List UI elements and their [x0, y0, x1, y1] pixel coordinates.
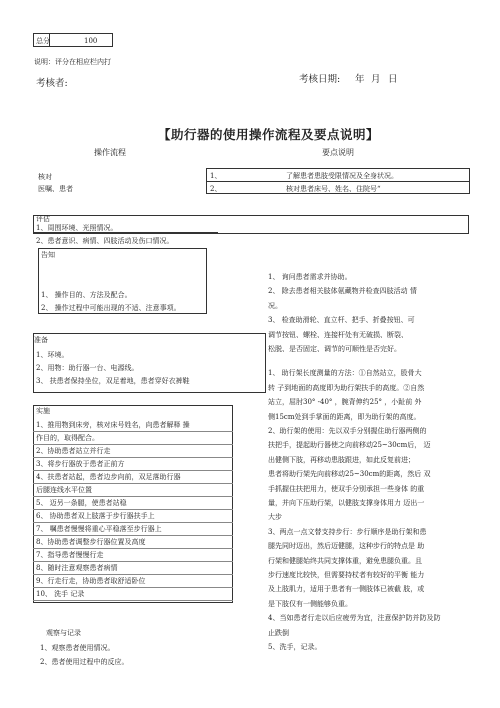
note-line: 出健侧下肢，再移动患肢跟进，如此反复前进； — [268, 455, 415, 464]
implement-item: 7、指导患者慢慢行走 — [36, 551, 104, 559]
implement-item: 9、行走行走，协助患者取舒适卧位 — [36, 577, 146, 585]
verify-num-2: 2、 — [210, 185, 222, 193]
implement-row-line — [33, 431, 233, 432]
inform-item-2: 2、 操作过程中可能出现的不适、注意事项。 — [41, 304, 181, 312]
verify-text-1: 了解患者患肢受限情况及全身状况。 — [286, 172, 398, 180]
note-line: 量，并向下压助行架，以健肢支撑身体用力 迈出一 — [268, 499, 425, 507]
note-line: 3、 检查助滑轮、直立杆、把手、折叠按钮、可 — [268, 316, 415, 325]
score-value: 100 — [84, 37, 98, 45]
note-line: 2、助行架的使用：先以双手分别握住助行器两侧的 — [268, 427, 427, 435]
assess-item-2: 2、患者意识、病情、四肢活动及伤口情况。 — [36, 237, 174, 245]
inform-title: 告知 — [41, 251, 55, 259]
page-title: 【助行器的使用操作流程及要点说明】 — [158, 127, 380, 142]
note-line: 扶把手，提起助行器使之向前移动25~30cm后， 迈 — [268, 441, 431, 450]
note-line: 侧15cm处到手掌面的距离，即为助行架的高度。 — [268, 412, 421, 421]
observe-item-2: 2、患者使用过程中的反应。 — [40, 658, 129, 666]
verify-num-1: 1、 — [210, 172, 222, 180]
prepare-item-1: 1、环境。 — [36, 351, 69, 359]
note-line: 5、洗手，记录。 — [268, 643, 322, 651]
note-line: 转 子到地面的高度即为助行架扶手的高度。②自然 — [268, 383, 425, 392]
prepare-item-2: 2、用物：助行器一台、电源线。 — [36, 364, 139, 372]
implement-item: 4、扶患者站起，患者边步向前，双足落助行器 — [36, 473, 181, 481]
date-day: 日 — [388, 74, 398, 85]
prepare-title: 准备 — [34, 336, 48, 344]
verify-table-divider — [206, 181, 470, 182]
score-label: 总分 — [36, 37, 50, 45]
verify-label: 核对 — [38, 173, 52, 181]
implement-item: 作目的，取得配合。 — [36, 434, 99, 442]
implement-item: 8、协助患者调整步行器位置及高度 — [36, 538, 146, 546]
implement-row-line — [33, 522, 233, 523]
implement-row-line — [33, 496, 233, 497]
implement-item: 3、将步行器放于患者正前方 — [36, 460, 125, 468]
note-line: 1、 询问患者需求并协助。 — [268, 273, 352, 281]
implement-row-line — [33, 444, 233, 445]
note-line: 3、两点一点文替支持步行：步行顺序是助行架和患 — [268, 527, 427, 536]
note-line: 大步 — [268, 513, 282, 522]
inform-item-1: 1、 操作目的、方法及配合。 — [41, 291, 132, 299]
assess-title: 评估 — [36, 215, 50, 223]
implement-item: 8、随时注意观察患者病情 — [36, 564, 118, 572]
implement-item: 7、 嘱患者慢慢将重心平稳落至步行器上 — [36, 525, 162, 533]
verify-sublabel: 医嘱、患者 — [38, 185, 73, 193]
column-header-notes: 要点说明 — [322, 148, 354, 157]
assessor-label: 考核者: — [36, 78, 68, 89]
implement-row-line — [33, 535, 233, 536]
note-line: 步行速度比较快，但需要持杖者有较好的平衡 能力 — [268, 571, 425, 579]
note-line: 腿先同时迈出，然后迈健腿，这种步行的特点是 助 — [268, 542, 425, 551]
implement-row-line — [33, 548, 233, 549]
date-year: 年 — [355, 74, 365, 85]
implement-row-line — [33, 574, 233, 575]
implement-item: 2、协助患者站立并行走 — [36, 447, 111, 455]
observe-title: 观察与记录 — [46, 629, 81, 637]
implement-item: 后腿连线水平位置 — [36, 486, 92, 494]
scoring-note: 说明：评分在相应栏内打 — [34, 58, 111, 66]
implement-title: 实施 — [36, 407, 50, 415]
implement-row-line — [33, 600, 233, 601]
note-line: 是下肢仅有一侧能够负重。 — [268, 599, 352, 608]
verify-text-2: 核对患者床号、姓名、住院号“ — [286, 185, 381, 193]
implement-row-line — [33, 509, 233, 510]
note-line: 4、当如患者行走以后应疲劳为宜，注意保护防并防及防 — [268, 614, 441, 623]
implement-row-line — [33, 457, 233, 458]
note-line: 2、 除去患者相关肢体氨藏物并检查四肢活动 情 — [268, 287, 417, 296]
implement-row-line — [33, 561, 233, 562]
implement-item: 6、 协助患者双上肢落于步行器扶手上 — [36, 512, 155, 520]
note-line: 行架和健腿始终共同支撑体重，避免患腿负重。且 — [268, 556, 422, 565]
date-month: 月 — [371, 74, 381, 85]
note-line: 止跌倒 — [268, 628, 289, 637]
note-line: 1、 助行架长度测量的方法：①自然站立，股骨大 — [268, 369, 422, 378]
note-line: 站立，屈肘30° -40° ，腕背伸约25° ，小趾前 外 — [268, 398, 422, 407]
observe-item-1: 1、观察患者使用情况。 — [40, 644, 115, 652]
implement-item: 1、推用物到床旁，核对床号姓名，向患者解释 操 — [36, 421, 190, 429]
note-line: 及上肢肌力，适用于患者有一侧肢体已被截 肢，或 — [268, 585, 425, 594]
note-line: 手抓握住扶把用力，使双手分别承担一些身体 的重 — [268, 484, 425, 493]
assess-item-1: 1、周围环境、光照情况。 — [36, 224, 118, 232]
implement-item: 5、 迈另一条腿，使患者站稳 — [36, 499, 127, 507]
implement-row-line — [33, 587, 233, 588]
note-line: 调节按钮、螺栓、连接杆处有无破损、断裂、 — [268, 330, 408, 339]
note-line: 患者将助行架先向前移动25~30cm的距离，然后 双 — [268, 470, 431, 479]
implement-row-line — [33, 470, 233, 471]
column-header-procedure: 操作流程 — [94, 148, 126, 157]
note-line: 松脱、是否固定、调节的可顺性是否完好。 — [268, 345, 401, 353]
note-line: 况。 — [268, 301, 282, 310]
implement-item: 10、 洗手 记录 — [36, 590, 85, 598]
date-label: 考核日期: — [299, 74, 341, 85]
implement-row-line — [33, 483, 233, 484]
prepare-item-3: 3、 扶患者保持坐位，双足着地，患者穿好衣裤鞋 — [36, 377, 190, 385]
